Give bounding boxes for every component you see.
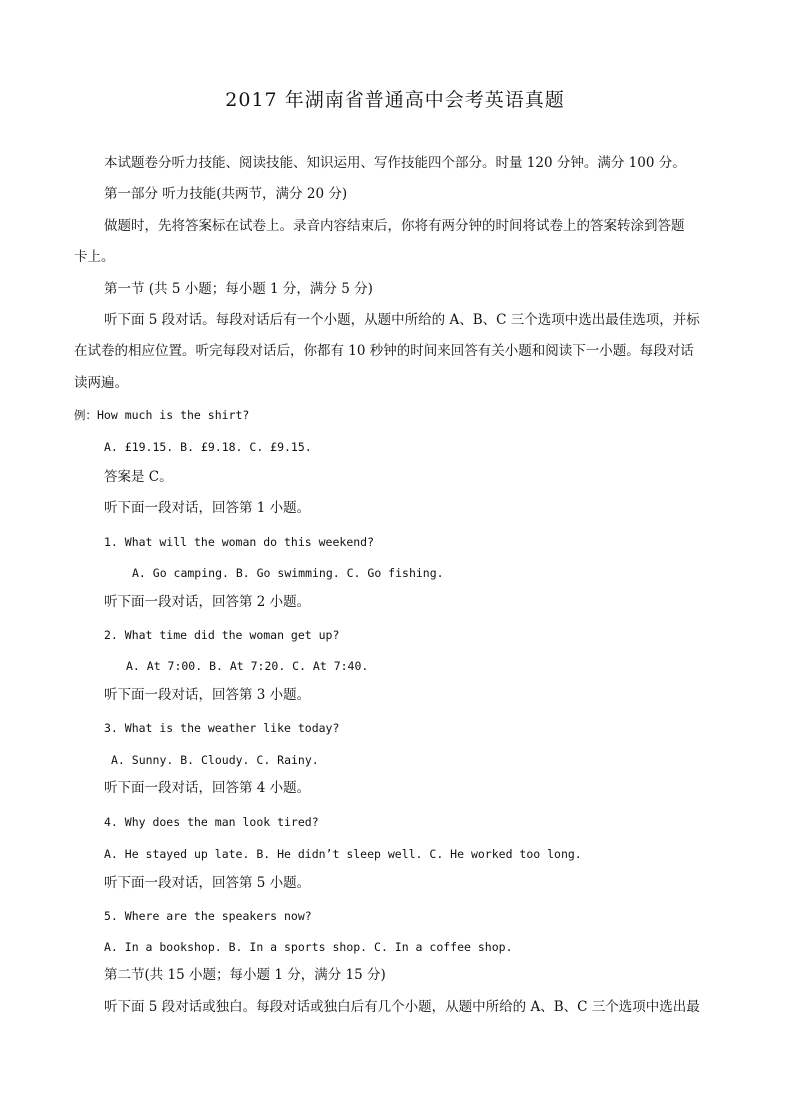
- section-one-instructions-2: 在试卷的相应位置。听完每段对话后，你都有 10 秒钟的时间来回答有关小题和阅读下一小题。每段对话: [74, 343, 694, 359]
- dialog-3-intro: 听下面一段对话，回答第 3 小题。: [104, 687, 311, 703]
- question-1-options: A. Go camping. B. Go swimming. C. Go fishing.: [132, 566, 444, 580]
- part-one-heading: 第一部分 听力技能(共两节，满分 20 分): [104, 186, 348, 202]
- question-2: 2. What time did the woman get up?: [104, 628, 340, 642]
- dialog-5-intro: 听下面一段对话，回答第 5 小题。: [104, 875, 311, 891]
- question-5: 5. Where are the speakers now?: [104, 909, 312, 923]
- question-5-options: A. In a bookshop. B. In a sports shop. C. In a coffee shop.: [104, 940, 513, 954]
- question-4-options: A. He stayed up late. B. He didn’t sleep well. C. He worked too long.: [104, 847, 582, 861]
- question-3-options: A. Sunny. B. Cloudy. C. Rainy.: [111, 753, 319, 767]
- instructions-line-2: 卡上。: [74, 249, 115, 265]
- instructions-line-1: 做题时，先将答案标在试卷上。录音内容结束后，你将有两分钟的时间将试卷上的答案转涂到答题: [104, 218, 685, 234]
- dialog-2-intro: 听下面一段对话，回答第 2 小题。: [104, 594, 311, 610]
- question-3: 3. What is the weather like today?: [104, 721, 340, 735]
- example-options: A. £19.15. B. £9.18. C. £9.15.: [104, 440, 312, 454]
- section-two-instructions: 听下面 5 段对话或独白。每段对话或独白后有几个小题，从题中所给的 A、B、C 三个选项中选出最: [104, 999, 700, 1015]
- intro-text: 本试题卷分听力技能、阅读技能、知识运用、写作技能四个部分。时量 120 分钟。满分 100 分。: [104, 155, 686, 171]
- document-title: 2017 年湖南省普通高中会考英语真题: [225, 89, 565, 111]
- example-question: 例：How much is the shirt?: [74, 408, 250, 422]
- section-one-heading: 第一节 (共 5 小题；每小题 1 分，满分 5 分): [104, 281, 373, 297]
- dialog-1-intro: 听下面一段对话，回答第 1 小题。: [104, 500, 311, 516]
- question-2-options: A. At 7:00. B. At 7:20. C. At 7:40.: [126, 659, 369, 673]
- question-4: 4. Why does the man look tired?: [104, 815, 319, 829]
- section-one-instructions-1: 听下面 5 段对话。每段对话后有一个小题，从题中所给的 A、B、C 三个选项中选出最佳选项，并标: [104, 312, 700, 328]
- section-one-instructions-3: 读两遍。: [74, 375, 128, 391]
- section-two-heading: 第二节(共 15 小题；每小题 1 分，满分 15 分): [104, 967, 386, 983]
- dialog-4-intro: 听下面一段对话，回答第 4 小题。: [104, 780, 311, 796]
- question-1: 1. What will the woman do this weekend?: [104, 535, 375, 549]
- example-answer: 答案是 C。: [104, 469, 173, 485]
